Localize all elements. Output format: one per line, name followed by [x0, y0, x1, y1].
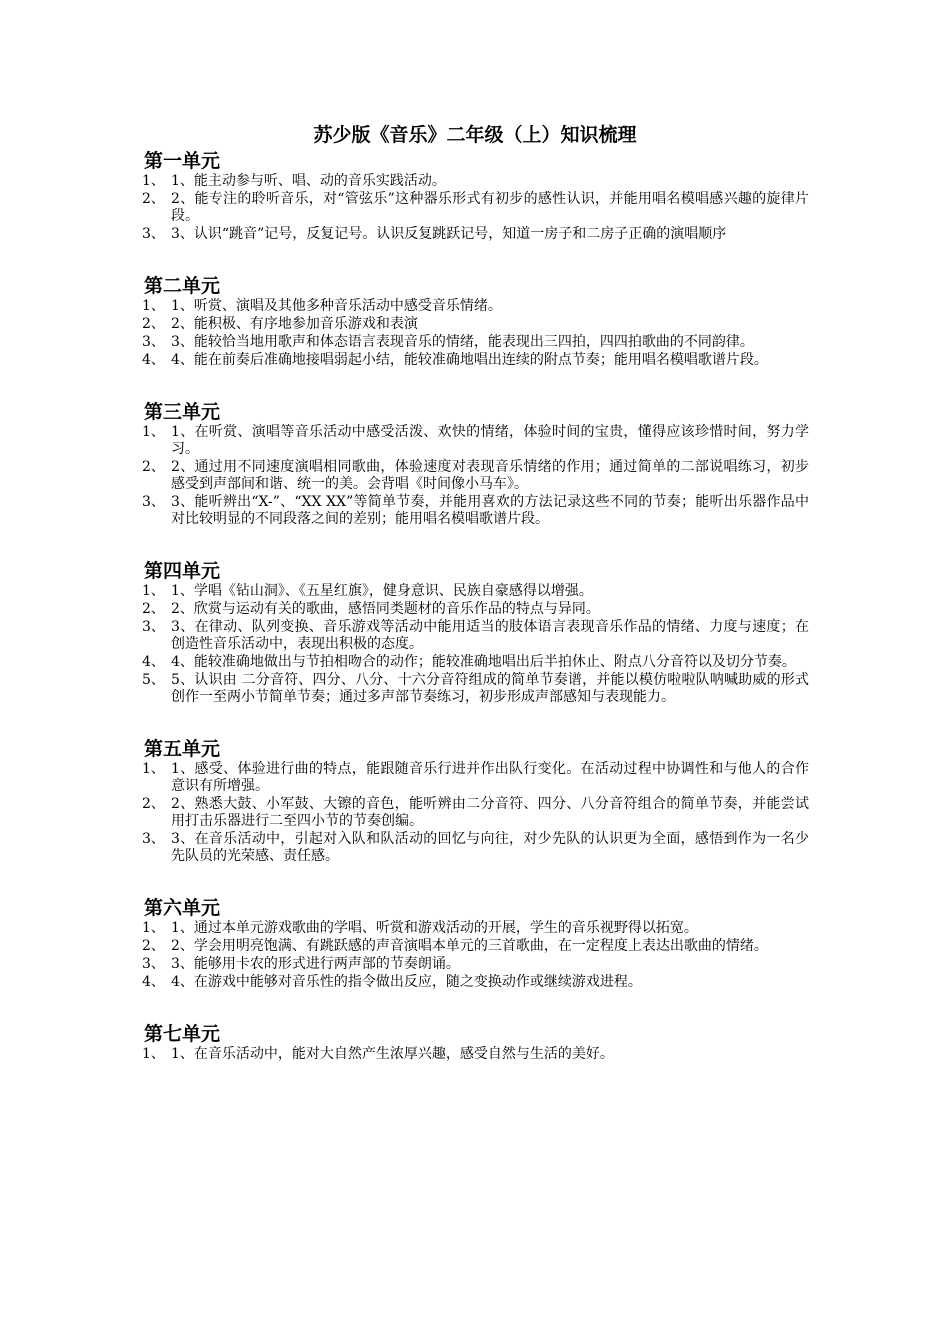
list-item-number: 2、	[142, 601, 165, 617]
unit-heading: 第一单元	[144, 150, 221, 172]
unit-item-list	[144, 761, 809, 865]
unit-item-list	[144, 583, 809, 706]
list-item-text: 3、能够用卡农的形式进行两声部的节奏朗诵。	[171, 956, 460, 972]
list-item-text: 1、在听赏、演唱等音乐活动中感受活泼、欢快的情绪，体验时间的宝贵，懂得应该珍惜时间，努力学习。	[171, 424, 809, 457]
list-item	[144, 601, 809, 618]
unit-section	[144, 401, 809, 528]
list-item-number: 1、	[142, 1046, 165, 1062]
list-item-text: 2、通过用不同速度演唱相同歌曲，体验速度对表现音乐情绪的作用；通过简单的二部说唱练习，初步感受到声部间和谐、统一的美。会背唱《时间像小马车》。	[171, 459, 809, 492]
list-item-text: 3、在律动、队列变换、音乐游戏等活动中能用适当的肢体语言表现音乐作品的情绪、力度与速度；在创造性音乐活动中，表现出积极的态度。	[171, 619, 809, 652]
list-item-text: 3、能听辨出“X-”、“XX XX”等简单节奏，并能用喜欢的方法记录这些不同的节奏；能听出乐器作品中对比较明显的不同段落之间的差别；能用唱名模唱歌谱片段。	[171, 494, 809, 527]
list-item-text: 1、通过本单元游戏歌曲的学唱、听赏和游戏活动的开展，学生的音乐视野得以拓宽。	[171, 920, 698, 936]
list-item-number: 4、	[142, 654, 165, 670]
unit-section	[144, 150, 809, 243]
list-item	[144, 654, 809, 671]
list-item-number: 1、	[142, 761, 165, 777]
list-item	[144, 352, 809, 369]
unit-section	[144, 275, 809, 369]
list-item	[144, 191, 809, 225]
list-item-number: 3、	[142, 226, 165, 242]
list-item-text: 1、感受、体验进行曲的特点，能跟随音乐行进并作出队行变化。在活动过程中协调性和与他人的合作意识有所增强。	[171, 761, 809, 794]
list-item-text: 3、认识“跳音”记号，反复记号。认识反复跳跃记号，知道一房子和二房子正确的演唱顺序	[171, 226, 727, 242]
list-item	[144, 226, 809, 243]
unit-item-list	[144, 424, 809, 528]
list-item-number: 2、	[142, 191, 165, 207]
list-item-number: 1、	[142, 424, 165, 440]
unit-heading: 第四单元	[144, 560, 221, 582]
list-item-number: 3、	[142, 494, 165, 510]
list-item-number: 3、	[142, 334, 165, 350]
list-item	[144, 672, 809, 706]
list-item-text: 5、认识由 二分音符、四分、八分、十六分音符组成的简单节奏谱，并能以模仿啦啦队呐喊助威的形式创作一至两小节简单节奏；通过多声部节奏练习，初步形成声部感知与表现能力。	[171, 672, 809, 705]
list-item	[144, 173, 809, 190]
list-item	[144, 459, 809, 493]
list-item-text: 4、能在前奏后准确地接唱弱起小结，能较准确地唱出连续的附点节奏；能用唱名模唱歌谱片段。	[171, 352, 768, 368]
list-item	[144, 920, 809, 937]
list-item-text: 2、能积极、有序地参加音乐游戏和表演	[171, 316, 418, 332]
unit-heading: 第三单元	[144, 401, 221, 423]
list-item-text: 2、学会用明亮饱满、有跳跃感的声音演唱本单元的三首歌曲，在一定程度上表达出歌曲的情绪。	[171, 938, 768, 954]
list-item-number: 4、	[142, 974, 165, 990]
unit-item-list	[144, 920, 809, 991]
list-item-number: 3、	[142, 619, 165, 635]
list-item-text: 2、熟悉大鼓、小军鼓、大镲的音色，能听辨由二分音符、四分、八分音符组合的简单节奏，并能尝试用打击乐器进行二至四小节的节奏创编。	[171, 796, 809, 829]
list-item-text: 1、听赏、演唱及其他多种音乐活动中感受音乐情绪。	[171, 298, 502, 314]
list-item	[144, 334, 809, 351]
unit-heading: 第五单元	[144, 738, 221, 760]
list-item	[144, 424, 809, 458]
list-item	[144, 494, 809, 528]
document-body	[144, 150, 809, 1095]
unit-heading: 第七单元	[144, 1023, 221, 1045]
list-item	[144, 619, 809, 653]
list-item-text: 3、能较恰当地用歌声和体态语言表现音乐的情绪，能表现出三四拍，四四拍歌曲的不同韵律。	[171, 334, 754, 350]
list-item-number: 1、	[142, 920, 165, 936]
list-item-text: 1、能主动参与听、唱、动的音乐实践活动。	[171, 173, 446, 189]
list-item-text: 4、在游戏中能够对音乐性的指令做出反应，随之变换动作或继续游戏进程。	[171, 974, 642, 990]
list-item-text: 4、能较准确地做出与节拍相吻合的动作；能较准确地唱出后半拍休止、附点八分音符以及切分节奏。	[171, 654, 796, 670]
list-item-number: 2、	[142, 316, 165, 332]
unit-item-list	[144, 173, 809, 243]
list-item	[144, 298, 809, 315]
unit-section	[144, 897, 809, 991]
list-item-number: 3、	[142, 831, 165, 847]
list-item-number: 3、	[142, 956, 165, 972]
list-item-text: 1、学唱《钻山洞》、《五星红旗》，健身意识、民族自豪感得以增强。	[171, 583, 593, 599]
list-item-number: 1、	[142, 298, 165, 314]
list-item	[144, 583, 809, 600]
list-item	[144, 796, 809, 830]
list-item	[144, 956, 809, 973]
list-item-text: 2、能专注的聆听音乐，对“管弦乐”这种器乐形式有初步的感性认识，并能用唱名模唱感兴趣的旋律片段。	[171, 191, 809, 224]
list-item-number: 5、	[142, 672, 165, 688]
unit-section	[144, 560, 809, 706]
list-item-number: 1、	[142, 583, 165, 599]
list-item-number: 2、	[142, 459, 165, 475]
list-item-number: 4、	[142, 352, 165, 368]
list-item	[144, 938, 809, 955]
list-item	[144, 1046, 809, 1063]
list-item-number: 2、	[142, 796, 165, 812]
list-item	[144, 831, 809, 865]
unit-heading: 第二单元	[144, 275, 221, 297]
list-item	[144, 316, 809, 333]
list-item-text: 1、在音乐活动中，能对大自然产生浓厚兴趣，感受自然与生活的美好。	[171, 1046, 614, 1062]
unit-section	[144, 738, 809, 865]
list-item-number: 2、	[142, 938, 165, 954]
unit-section	[144, 1023, 809, 1063]
unit-item-list	[144, 298, 809, 369]
list-item-text: 2、欣赏与运动有关的歌曲，感悟同类题材的音乐作品的特点与异同。	[171, 601, 600, 617]
list-item	[144, 761, 809, 795]
unit-item-list	[144, 1046, 809, 1063]
list-item-number: 1、	[142, 173, 165, 189]
unit-heading: 第六单元	[144, 897, 221, 919]
document-title: 苏少版《音乐》二年级（上）知识梳理	[313, 124, 637, 146]
list-item-text: 3、在音乐活动中，引起对入队和队活动的回忆与向往，对少先队的认识更为全面，感悟到作为一名少先队员的光荣感、责任感。	[171, 831, 809, 864]
list-item	[144, 974, 809, 991]
